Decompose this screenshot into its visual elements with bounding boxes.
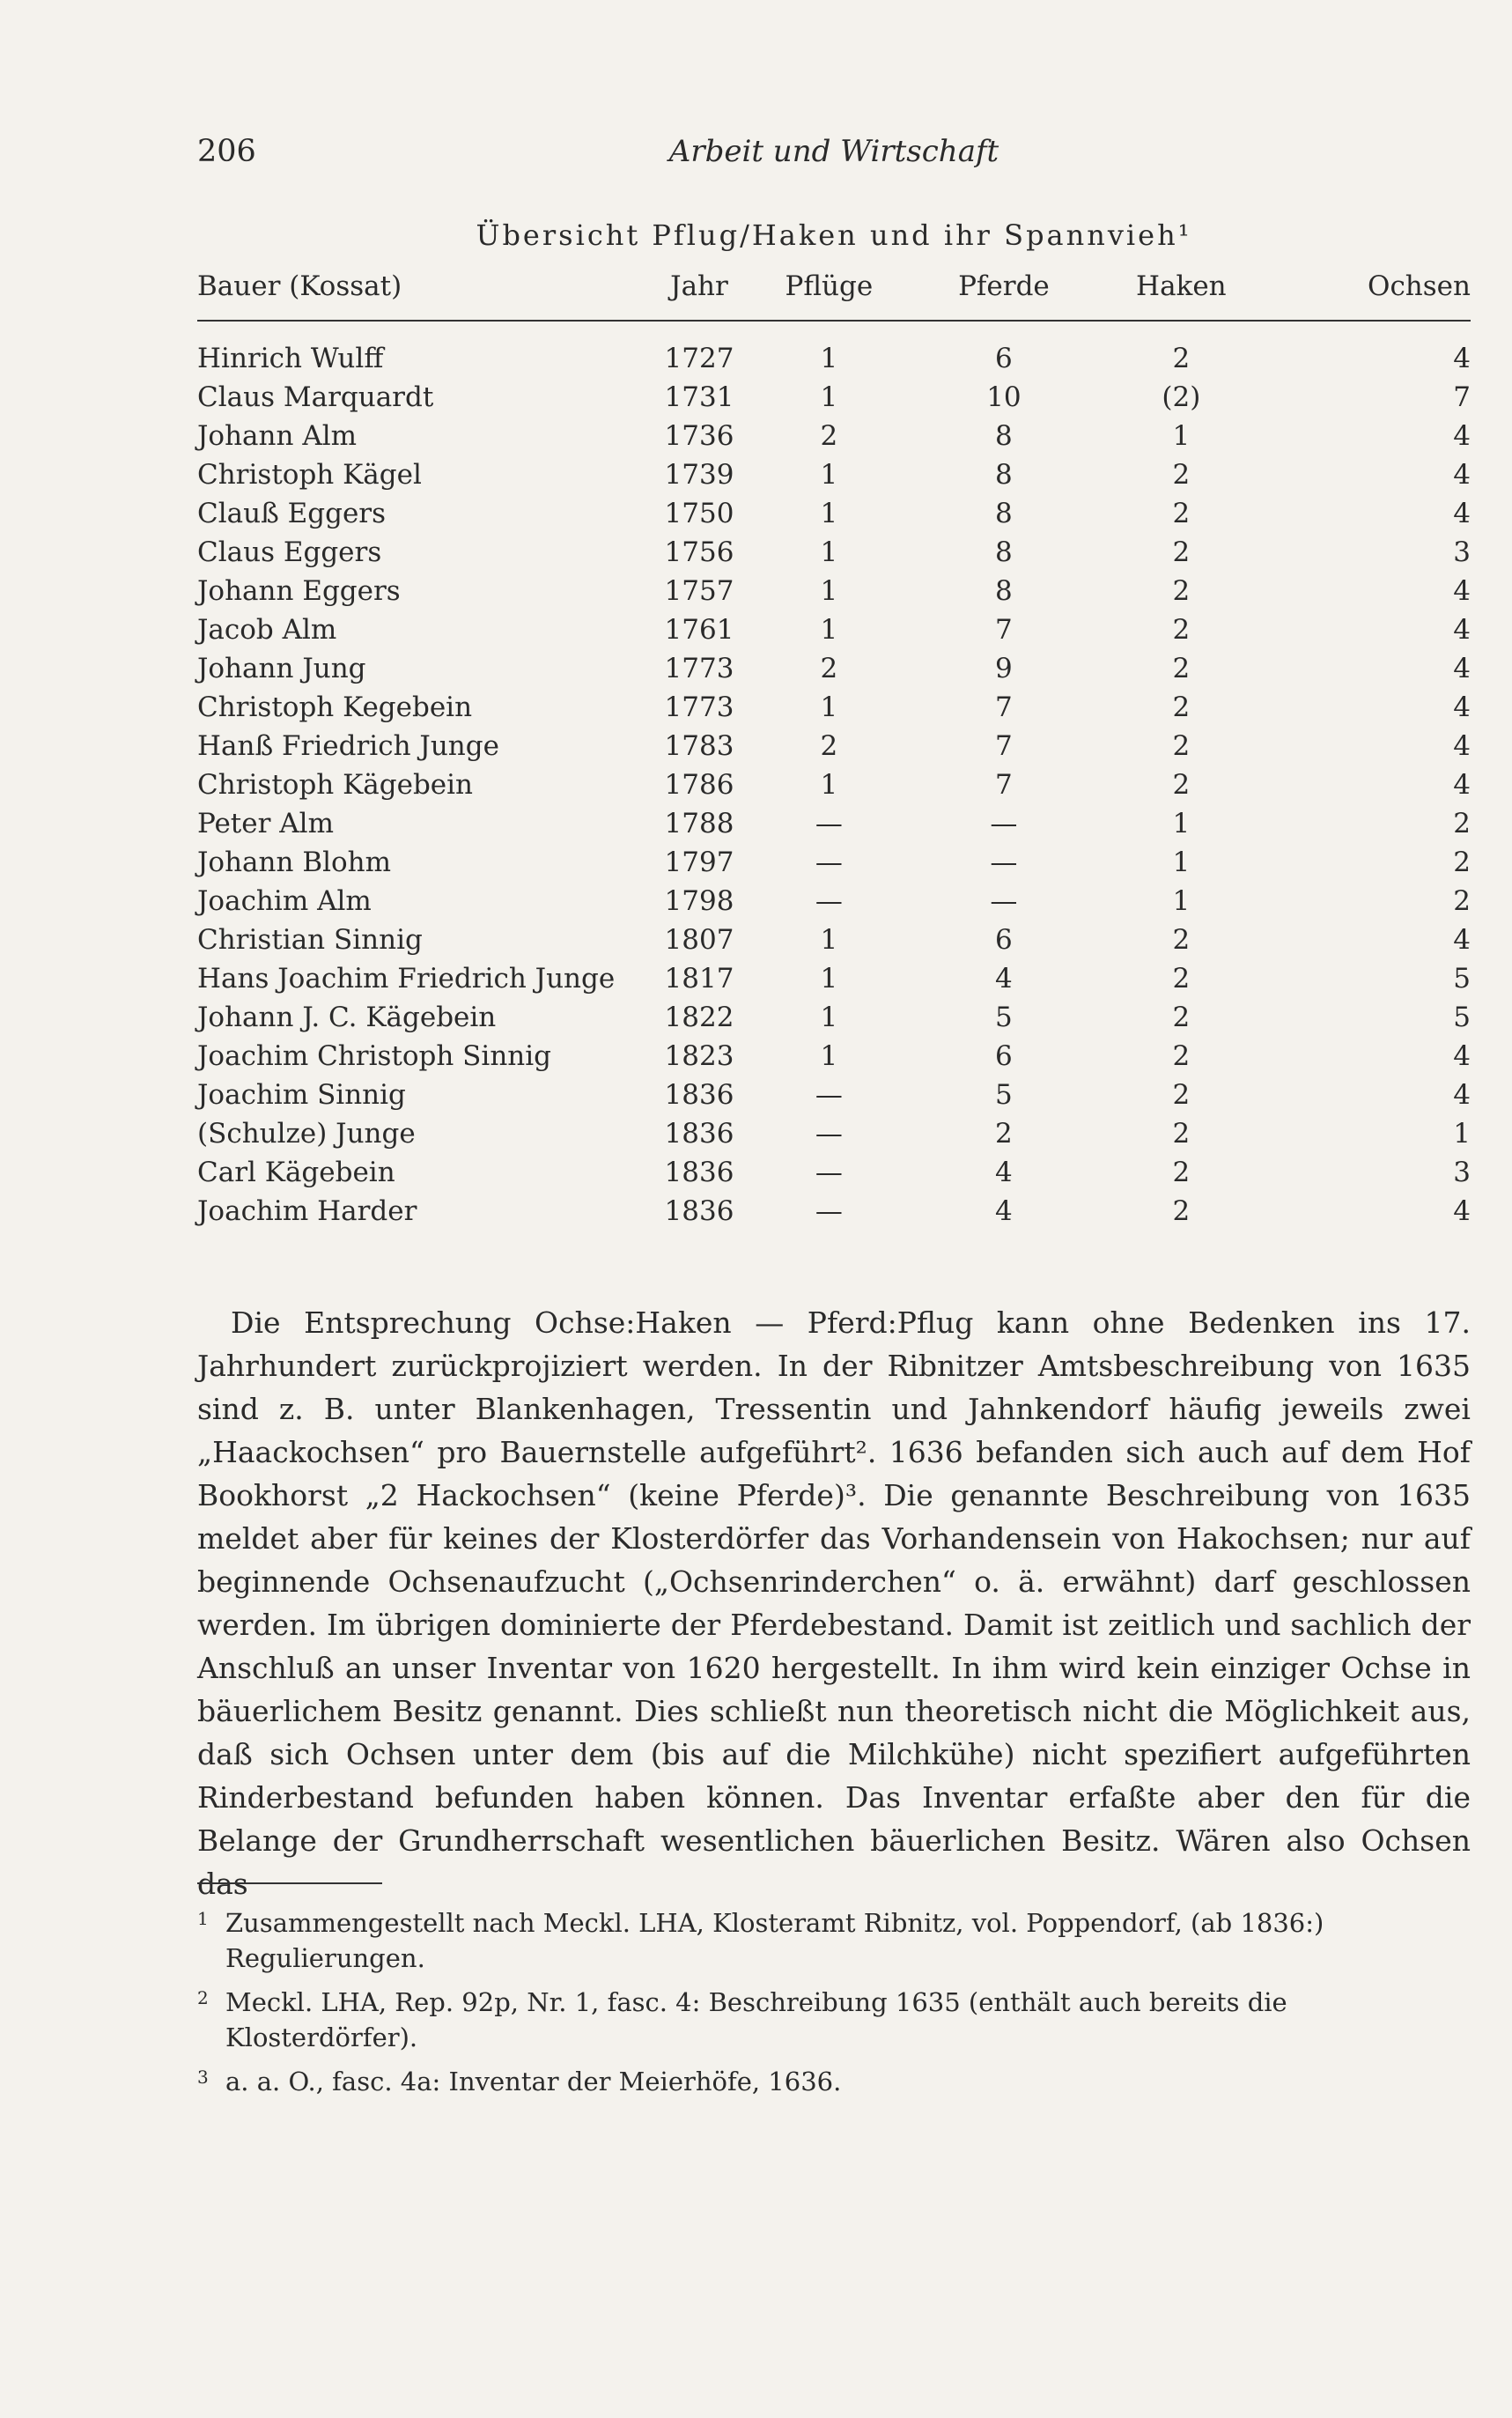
table-row xyxy=(197,610,1471,649)
table-cell: 7 xyxy=(995,691,1013,723)
table-row xyxy=(197,417,1471,455)
table-row xyxy=(197,804,1471,843)
table-cell: 1761 xyxy=(664,614,734,646)
table-cell: 5 xyxy=(995,1002,1013,1033)
table-cell: 1 xyxy=(1172,808,1191,839)
table-cell: 8 xyxy=(995,575,1013,607)
table-cell: 8 xyxy=(995,536,1013,568)
table-cell: 1736 xyxy=(664,420,734,452)
table-cell: Claus Marquardt xyxy=(197,381,434,413)
table-cell: 1773 xyxy=(664,653,734,684)
table-cell: 2 xyxy=(1172,459,1191,491)
table-cell: 1 xyxy=(820,459,838,491)
table-cell: Joachim Alm xyxy=(197,885,372,917)
table-cell: — xyxy=(815,1118,843,1150)
table-row xyxy=(197,959,1471,998)
table-cell: 1 xyxy=(820,1002,838,1033)
table-cell: 1 xyxy=(820,381,838,413)
table-cell: 2 xyxy=(820,653,838,684)
table-row xyxy=(197,533,1471,572)
table-row xyxy=(197,1037,1471,1076)
table-cell: 1 xyxy=(820,769,838,801)
table-row xyxy=(197,882,1471,921)
column-header: Ochsen xyxy=(1270,269,1471,321)
table-cell: 6 xyxy=(995,1040,1013,1072)
table-cell: 4 xyxy=(1453,691,1471,723)
table-cell: Johann J. C. Kägebein xyxy=(197,1002,497,1033)
table-cell: 4 xyxy=(1453,653,1471,684)
table-cell: 1 xyxy=(820,575,838,607)
table-cell: 2 xyxy=(1172,1040,1191,1072)
column-header: Jahr xyxy=(655,269,743,321)
table-row xyxy=(197,1114,1471,1153)
table-cell: 6 xyxy=(995,343,1013,374)
table-cell: 4 xyxy=(1453,730,1471,762)
table-cell: 4 xyxy=(995,963,1013,995)
table-row xyxy=(197,998,1471,1037)
table-cell: 1757 xyxy=(664,575,734,607)
table-cell: Joachim Christoph Sinnig xyxy=(197,1040,552,1072)
table-cell: 5 xyxy=(1453,1002,1471,1033)
table-cell: 1731 xyxy=(664,381,734,413)
table-cell: 4 xyxy=(1453,924,1471,956)
table-row xyxy=(197,321,1471,378)
table-cell: 2 xyxy=(1453,885,1471,917)
table-row xyxy=(197,455,1471,494)
table-cell: 2 xyxy=(1172,614,1191,646)
table-cell: 1 xyxy=(1172,420,1191,452)
table-cell: 1739 xyxy=(664,459,734,491)
table-cell: 1788 xyxy=(664,808,734,839)
table-cell: 7 xyxy=(995,769,1013,801)
table-cell: 1 xyxy=(1172,847,1191,878)
table-cell: 1836 xyxy=(664,1118,734,1150)
page-header xyxy=(197,134,1471,187)
table-cell: 1 xyxy=(820,924,838,956)
table-cell: 2 xyxy=(820,420,838,452)
table-cell: 5 xyxy=(995,1079,1013,1111)
table-cell: 1750 xyxy=(664,498,734,529)
table-cell: 1797 xyxy=(664,847,734,878)
table-cell: 5 xyxy=(1453,963,1471,995)
table-cell: Hanß Friedrich Junge xyxy=(197,730,499,762)
table-cell: 1 xyxy=(820,614,838,646)
table-cell: 1807 xyxy=(664,924,734,956)
running-head: Arbeit und Wirtschaft xyxy=(668,134,999,169)
body-text xyxy=(197,1301,1471,1905)
table-cell: Hinrich Wulff xyxy=(197,343,384,374)
table-cell: 4 xyxy=(1453,420,1471,452)
table-cell: 1727 xyxy=(664,343,734,374)
table-cell: Peter Alm xyxy=(197,808,334,839)
table-cell: 2 xyxy=(1453,847,1471,878)
table-cell: — xyxy=(815,1157,843,1188)
table-cell: Christoph Kägel xyxy=(197,459,422,491)
footnote-text: Zusammengestellt nach Meckl. LHA, Klosteramt Ribnitz, vol. Poppendorf, (ab 1836:) Regulierungen. xyxy=(225,1908,1324,1973)
table-cell: 10 xyxy=(986,381,1022,413)
column-header: Pferde xyxy=(915,269,1093,321)
table-cell: 4 xyxy=(1453,459,1471,491)
table-cell: 2 xyxy=(1172,924,1191,956)
table-cell: 4 xyxy=(1453,614,1471,646)
table-cell: Christoph Kägebein xyxy=(197,769,474,801)
table-row xyxy=(197,921,1471,959)
table-cell: (2) xyxy=(1162,381,1201,413)
table-cell: 2 xyxy=(1172,1157,1191,1188)
table-cell: Johann Jung xyxy=(197,653,366,684)
table-cell: 1798 xyxy=(664,885,734,917)
table-cell: 1 xyxy=(820,1040,838,1072)
table-cell: 4 xyxy=(1453,498,1471,529)
table-cell: Johann Eggers xyxy=(197,575,401,607)
table-cell: 3 xyxy=(1453,1157,1471,1188)
footnote-text: a. a. O., fasc. 4a: Inventar der Meierhöfe, 1636. xyxy=(225,2067,842,2096)
table-cell: 2 xyxy=(1172,769,1191,801)
table-cell: 2 xyxy=(1172,536,1191,568)
table-row xyxy=(197,843,1471,882)
table-title: Übersicht Pflug/Haken und ihr Spannvieh¹ xyxy=(476,218,1192,252)
table-cell: — xyxy=(815,1195,843,1227)
table-cell: 2 xyxy=(1172,575,1191,607)
table-cell: 4 xyxy=(1453,769,1471,801)
table-row xyxy=(197,572,1471,610)
table-cell: Jacob Alm xyxy=(197,614,337,646)
table-row xyxy=(197,649,1471,688)
table-cell: 8 xyxy=(995,420,1013,452)
table-cell: — xyxy=(815,808,843,839)
table-cell: Christoph Kegebein xyxy=(197,691,473,723)
table-row xyxy=(197,765,1471,804)
table-cell: 6 xyxy=(995,924,1013,956)
table-cell: 7 xyxy=(995,614,1013,646)
table-cell: Christian Sinnig xyxy=(197,924,423,956)
page-number: 206 xyxy=(197,134,256,169)
table-cell: Claus Eggers xyxy=(197,536,382,568)
table-cell: 2 xyxy=(1172,691,1191,723)
table-row xyxy=(197,1153,1471,1192)
table-cell: 2 xyxy=(1172,343,1191,374)
table-cell: 1 xyxy=(1172,885,1191,917)
table-cell: 2 xyxy=(1172,730,1191,762)
table-cell: Carl Kägebein xyxy=(197,1157,395,1188)
table-cell: 1823 xyxy=(664,1040,734,1072)
table-cell: Joachim Sinnig xyxy=(197,1079,406,1111)
table-cell: 4 xyxy=(1453,575,1471,607)
column-header: Pflüge xyxy=(743,269,915,321)
table-cell: 1836 xyxy=(664,1195,734,1227)
table-row xyxy=(197,378,1471,417)
table-cell: — xyxy=(815,847,843,878)
footnote-number: 2 xyxy=(197,1987,209,2008)
table-cell: 1773 xyxy=(664,691,734,723)
table-cell: Clauß Eggers xyxy=(197,498,387,529)
table-cell: 1836 xyxy=(664,1157,734,1188)
table-cell: 2 xyxy=(1172,1118,1191,1150)
table-cell: 1817 xyxy=(664,963,734,995)
body-paragraph: Die Entsprechung Ochse:Haken — Pferd:Pflug kann ohne Bedenken ins 17. Jahrhundert zurückprojiziert werden. In der Ribnitzer Amtsbeschreibung von 1635 sind z. B. unter Blankenhagen, Tressentin und Jahnkendorf häufig jeweils zwei „Haackochsen“ pro Bauernstelle aufgeführt². 1636 befanden sich auch auf dem Hof Bookhorst „2 Hackochsen“ (keine Pferde)³. Die genannte Beschreibung von 1635 meldet aber für keines der Klosterdörfer das Vorhandensein von Hakochsen; nur auf beginnende Ochsenaufzucht („Ochsenrinderchen“ o. ä. erwähnt) darf geschlossen werden. Im übrigen dominierte der Pferdebestand. Damit ist zeitlich und sachlich der Anschluß an unser Inventar von 1620 hergestellt. In ihm wird kein einziger Ochse in bäuerlichem Besitz genannt. Dies schließt nun theoretisch nicht die Möglichkeit aus, daß sich Ochsen unter dem (bis auf die Milchkühe) nicht spezifiert aufgeführten Rinderbestand befunden haben können. Das Inventar erfaßte aber den für die Belange der Grundherrschaft wesentlichen bäuerlichen Besitz. Wären also Ochsen das xyxy=(197,1305,1471,1901)
table-cell: 1 xyxy=(820,343,838,374)
table-row xyxy=(197,727,1471,765)
footnotes xyxy=(197,1905,1471,2108)
table-cell: 8 xyxy=(995,459,1013,491)
table-cell: 2 xyxy=(1172,1079,1191,1111)
table-cell: 2 xyxy=(1172,1002,1191,1033)
table-cell: 1 xyxy=(820,691,838,723)
table-cell: 4 xyxy=(1453,1195,1471,1227)
table-cell: 1836 xyxy=(664,1079,734,1111)
table-cell: 1756 xyxy=(664,536,734,568)
footnote-number: 1 xyxy=(197,1908,209,1929)
table-cell: Joachim Harder xyxy=(197,1195,417,1227)
footnote xyxy=(197,1985,1471,2055)
table-cell: 8 xyxy=(995,498,1013,529)
table-cell: — xyxy=(990,885,1018,917)
table-cell: 2 xyxy=(1172,498,1191,529)
table-cell: 1783 xyxy=(664,730,734,762)
table-cell: 9 xyxy=(995,653,1013,684)
table-row xyxy=(197,1192,1471,1231)
table-cell: — xyxy=(990,808,1018,839)
table-cell: — xyxy=(990,847,1018,878)
footnote-divider xyxy=(197,1882,382,1884)
column-header: Haken xyxy=(1093,269,1269,321)
table-cell: 4 xyxy=(1453,1040,1471,1072)
table-cell: 1822 xyxy=(664,1002,734,1033)
table-cell: Johann Alm xyxy=(197,420,358,452)
footnote xyxy=(197,1905,1471,1976)
table-cell: Johann Blohm xyxy=(197,847,392,878)
footnote xyxy=(197,2064,1471,2099)
table-cell: 7 xyxy=(1453,381,1471,413)
table-cell: — xyxy=(815,885,843,917)
table-cell: Hans Joachim Friedrich Junge xyxy=(197,963,616,995)
table-cell: 4 xyxy=(1453,343,1471,374)
table-cell: 7 xyxy=(995,730,1013,762)
footnote-text: Meckl. LHA, Rep. 92p, Nr. 1, fasc. 4: Beschreibung 1635 (enthält auch bereits die Klosterdörfer). xyxy=(225,1987,1287,2052)
table-cell: 1 xyxy=(820,536,838,568)
footnote-number: 3 xyxy=(197,2067,209,2088)
table-cell: 2 xyxy=(1172,963,1191,995)
table-row xyxy=(197,1076,1471,1114)
table-cell: 2 xyxy=(1172,1195,1191,1227)
table-cell: 3 xyxy=(1453,536,1471,568)
table-cell: 1786 xyxy=(664,769,734,801)
table-cell: 2 xyxy=(820,730,838,762)
table-cell: 2 xyxy=(1453,808,1471,839)
column-header: Bauer (Kossat) xyxy=(197,269,655,321)
table-cell: 1 xyxy=(820,963,838,995)
table-cell: 2 xyxy=(995,1118,1013,1150)
table-cell: 4 xyxy=(995,1195,1013,1227)
table-row xyxy=(197,688,1471,727)
table-cell: 1 xyxy=(820,498,838,529)
table-cell: 4 xyxy=(1453,1079,1471,1111)
table-header-row xyxy=(197,269,1471,321)
table-cell: 1 xyxy=(1453,1118,1471,1150)
table-cell: 4 xyxy=(995,1157,1013,1188)
livestock-table xyxy=(197,269,1471,1231)
table-cell: — xyxy=(815,1079,843,1111)
table-cell: (Schulze) Junge xyxy=(197,1118,416,1150)
table-cell: 2 xyxy=(1172,653,1191,684)
table-row xyxy=(197,494,1471,533)
